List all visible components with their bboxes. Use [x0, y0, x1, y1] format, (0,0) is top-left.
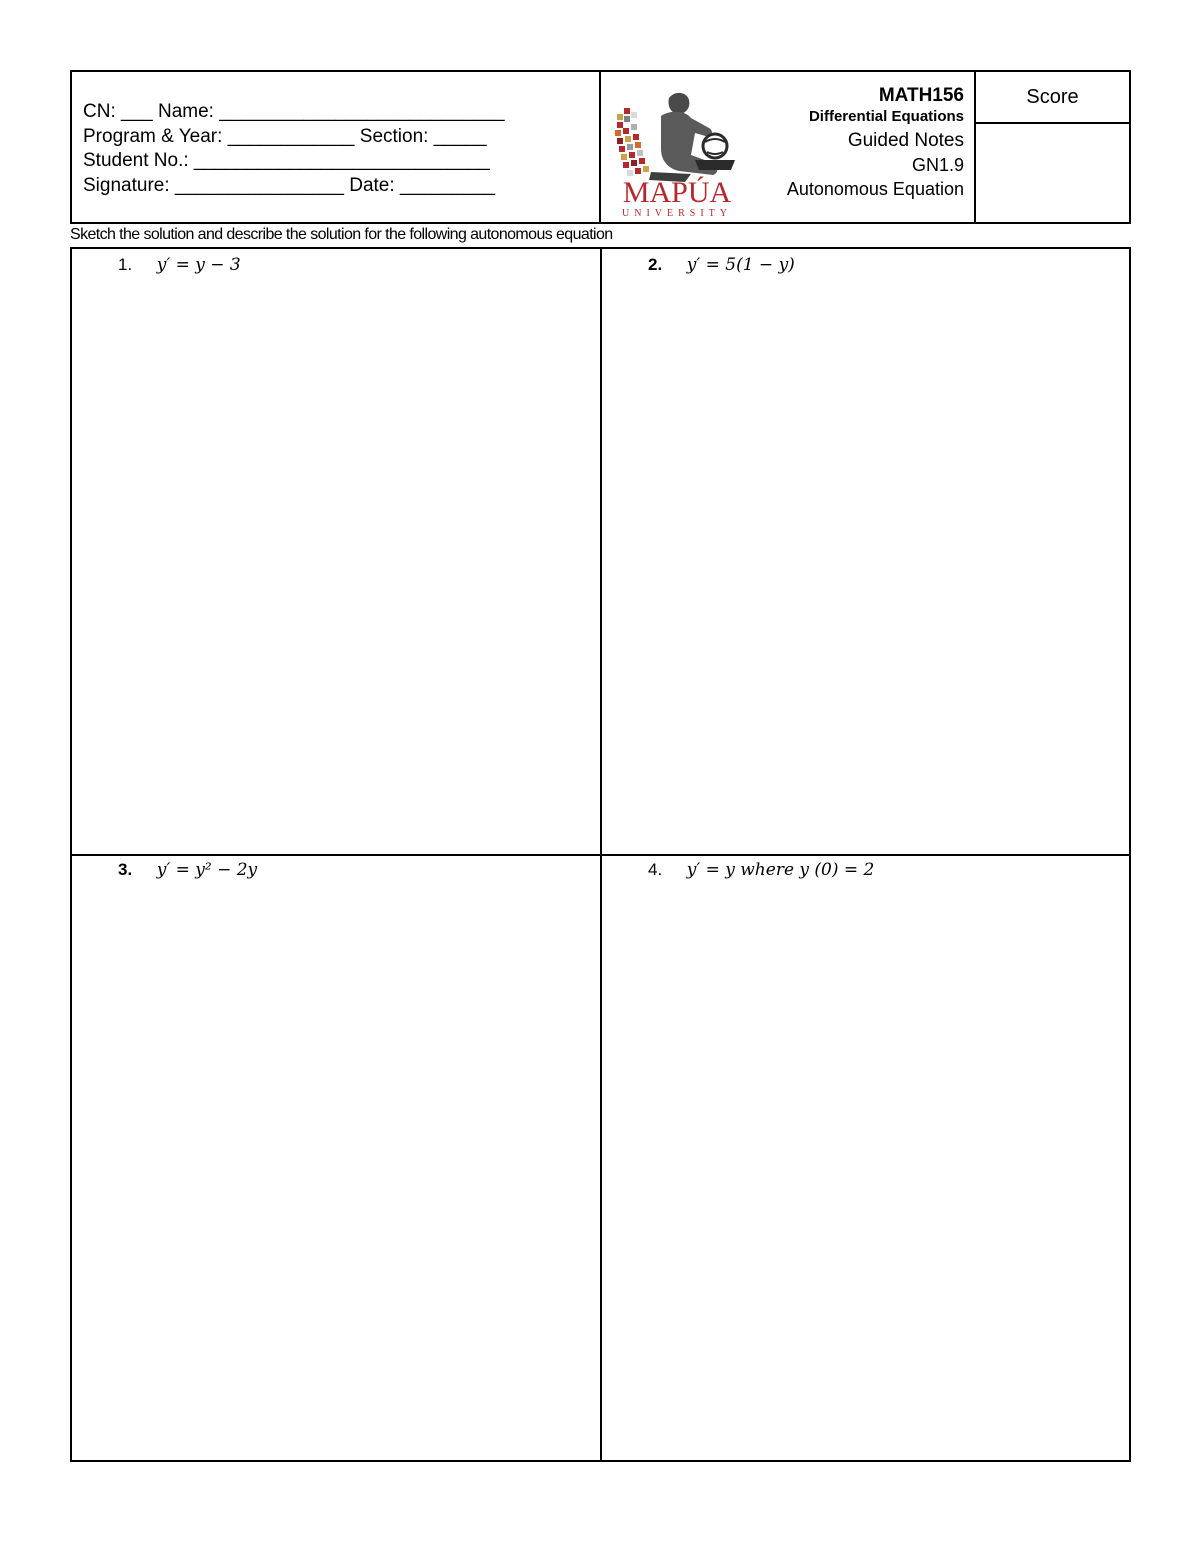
problem-equation: y′ = 5(1 − y)	[686, 255, 795, 275]
mapua-logo	[611, 84, 743, 218]
score-label: Score	[976, 72, 1129, 124]
problem-2	[648, 255, 795, 275]
problem-number: 2.	[648, 255, 663, 274]
problem-number: 1.	[118, 255, 133, 274]
course-info-cell	[601, 72, 976, 222]
svg-text:UNIVERSITY: UNIVERSITY	[622, 208, 732, 218]
student-no-line: Student No.: ____________________________	[83, 150, 490, 171]
problem-1	[118, 255, 241, 275]
score-cell	[976, 72, 1129, 222]
course-title: Differential Equations	[808, 108, 964, 125]
instruction-text: Sketch the solution and describe the solution for the following autonomous equation	[70, 226, 613, 243]
problem-equation: y′ = y − 3	[156, 255, 241, 275]
cn-name-line: CN: ___ Name: ___________________________	[83, 101, 505, 122]
header-table	[70, 70, 1131, 224]
score-box	[976, 124, 1129, 222]
svg-text:MAPÚA: MAPÚA	[622, 176, 732, 209]
notes-type: Guided Notes	[847, 130, 964, 151]
problem-4	[648, 860, 874, 880]
course-details	[787, 84, 964, 201]
problem-number: 3.	[118, 860, 133, 879]
work-grid	[70, 247, 1131, 1462]
problem-equation: y′ = y where y (0) = 2	[686, 860, 875, 880]
signature-date-line: Signature: ________________ Date: _________	[83, 174, 496, 196]
course-code: MATH156	[878, 85, 964, 106]
notes-number: GN1.9	[911, 155, 964, 175]
program-section-line: Program & Year: ____________ Section: _____	[83, 125, 487, 147]
problem-3	[118, 860, 257, 880]
problem-equation: y′ = y² − 2y	[156, 860, 258, 880]
topic: Autonomous Equation	[786, 179, 964, 199]
problem-number: 4.	[648, 860, 663, 879]
student-info-cell	[72, 72, 601, 222]
grid-divider-horizontal	[72, 854, 1129, 856]
